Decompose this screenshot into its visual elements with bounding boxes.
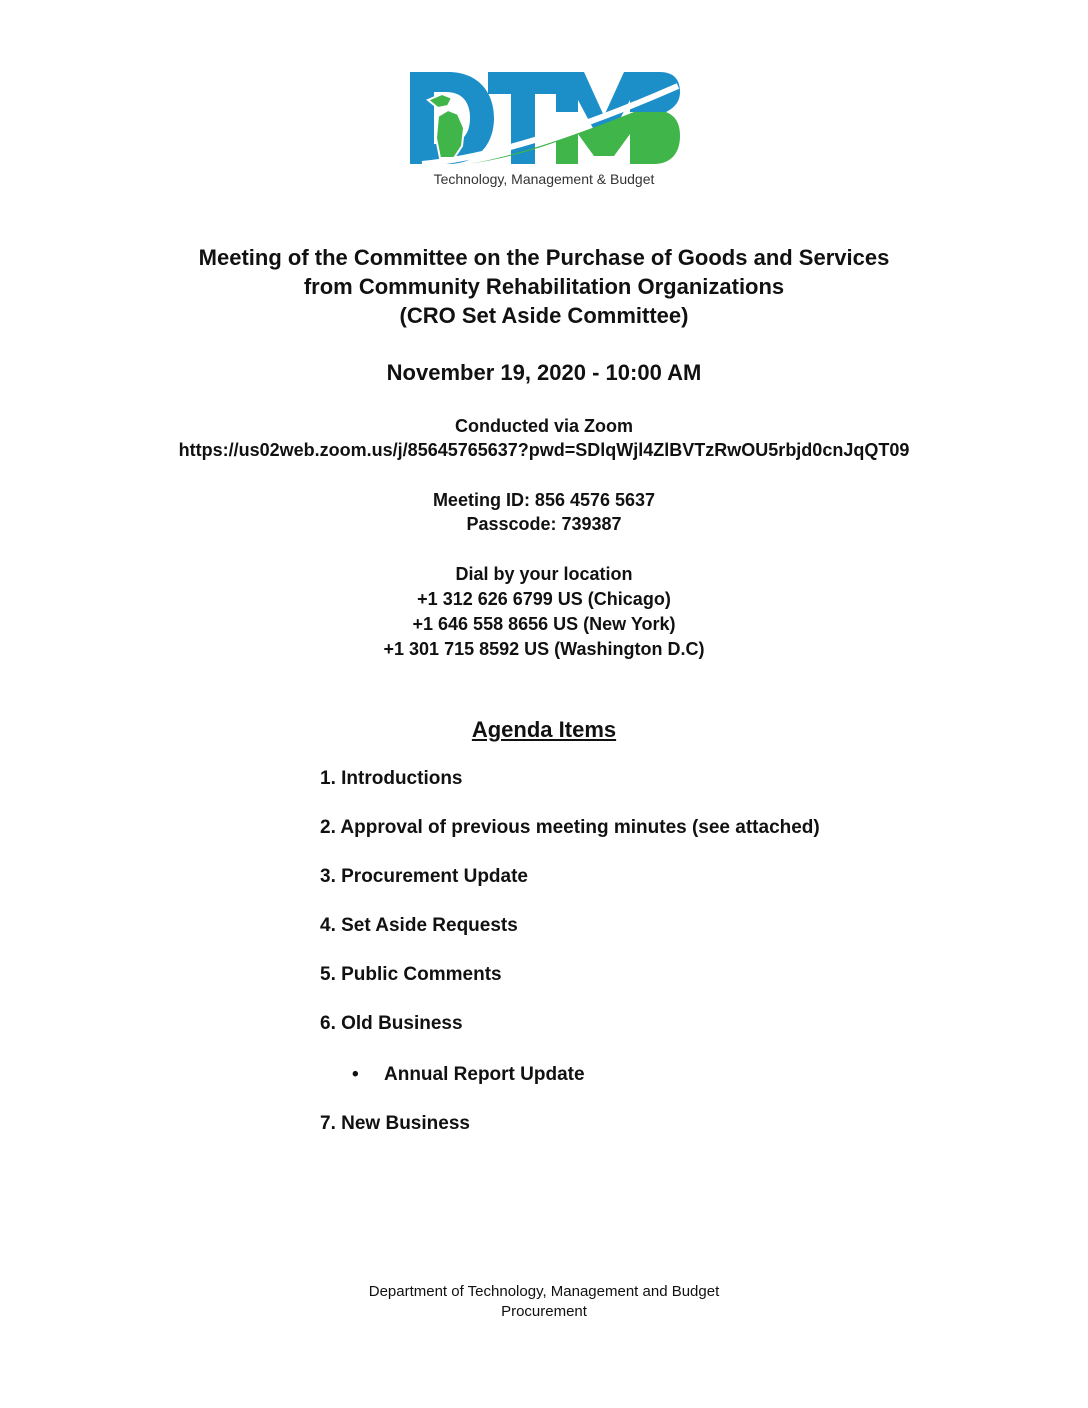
agenda-heading: Agenda Items (471, 717, 617, 742)
agenda-item-procurement-update: 3. Procurement Update (320, 866, 528, 887)
dial-in-info (0, 562, 1088, 662)
dtmb-logo-graphic (408, 72, 680, 190)
dial-number-new-york: +1 646 558 8656 US (New York) (412, 614, 676, 634)
bullet-icon: • (352, 1064, 359, 1085)
dtmb-logo (408, 72, 680, 190)
title-line-2: from Community Rehabilitation Organizations (303, 274, 785, 299)
dial-label: Dial by your location (455, 564, 633, 584)
agenda-item-introductions: 1. Introductions (320, 768, 463, 789)
agenda-subitem-label: Annual Report Update (384, 1064, 585, 1085)
meeting-id: Meeting ID: 856 4576 5637 (432, 490, 656, 510)
meeting-date: November 19, 2020 - 10:00 AM (386, 360, 702, 385)
agenda-item-set-aside-requests: 4. Set Aside Requests (320, 915, 518, 936)
dial-number-chicago: +1 312 626 6799 US (Chicago) (417, 589, 671, 609)
dial-number-washington: +1 301 715 8592 US (Washington D.C) (383, 639, 705, 659)
agenda-item-approval-minutes: 2. Approval of previous meeting minutes (see attached) (320, 817, 820, 838)
agenda-subitem-annual-report (352, 1064, 585, 1086)
title-line-1: Meeting of the Committee on the Purchase of Goods and Services (198, 245, 890, 270)
logo-tagline: Technology, Management & Budget (433, 171, 655, 187)
zoom-info (0, 414, 1088, 462)
agenda-item-public-comments: 5. Public Comments (320, 964, 502, 985)
meeting-passcode: Passcode: 739387 (466, 514, 622, 534)
agenda-item-old-business: 6. Old Business (320, 1013, 463, 1034)
page-footer (0, 1282, 1088, 1322)
footer-department: Department of Technology, Management and Budget (368, 1283, 720, 1300)
meeting-title (0, 243, 1088, 330)
zoom-label: Conducted via Zoom (454, 416, 633, 436)
agenda-item-new-business: 7. New Business (320, 1113, 470, 1134)
meeting-credentials (0, 488, 1088, 536)
title-line-3: (CRO Set Aside Committee) (399, 303, 689, 328)
footer-procurement: Procurement (501, 1303, 587, 1320)
zoom-url-link[interactable]: https://us02web.zoom.us/j/85645765637?pwd=SDlqWjl4ZlBVTzRwOU5rbjd0cnJqQT09 (178, 440, 910, 460)
